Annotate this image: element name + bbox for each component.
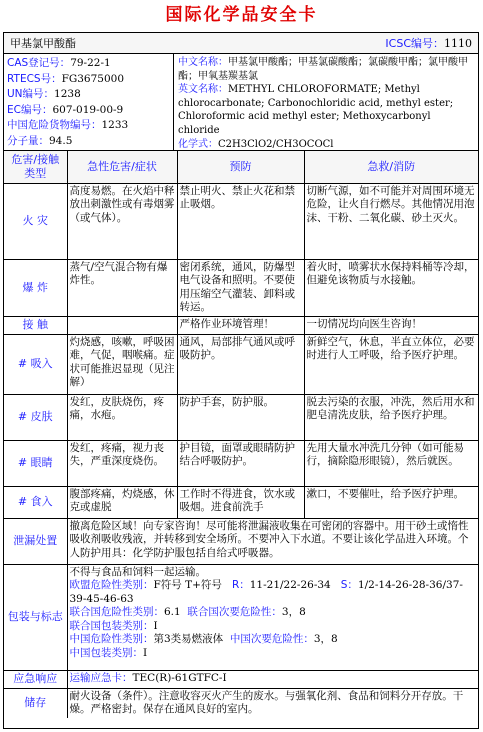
row-hazard: 腹部疼痛，灼烧感，休克或虚脱	[67, 486, 177, 518]
icsc-value: 1110	[444, 37, 472, 50]
emergency-content	[67, 670, 478, 688]
row-prevention: 通风，局部排气通风或呼吸防护。	[177, 334, 304, 394]
spill-text: 撤离危险区域！向专家咨询！尽可能将泄漏液收集在可密闭的容器中。用干砂土或惰性吸收剂吸收残液，并转移到安全场所。不要冲入下水道。不要让该化学品进入环境。个人防护用具：化学防护服包括自给式呼吸器。	[67, 518, 478, 564]
storage-type: 储存	[4, 688, 67, 718]
un-pack-label: 联合国包装类别：	[69, 619, 154, 632]
registry-numbers	[4, 54, 174, 150]
ec-label: EC编号：	[7, 103, 53, 116]
un-sub-value: 3，8	[281, 606, 306, 618]
safety-card	[3, 32, 479, 729]
mw-label: 分子量：	[7, 134, 49, 147]
row-aid: 先用大量水冲洗几分钟（如可能易行，摘除隐形眼镜），然后就医。	[304, 440, 478, 486]
un-label: UN编号：	[7, 88, 55, 100]
un-pack-value: I	[153, 619, 158, 632]
cas-value: 79-22-1	[70, 57, 111, 69]
cn-class-label: 中国危险性类别：	[69, 633, 154, 645]
hazard-table	[4, 151, 478, 718]
table-row	[4, 440, 478, 486]
rtecs-value: FG3675000	[61, 72, 125, 85]
row-prevention: 禁止明火、禁止火花和禁止吸烟。	[177, 183, 304, 259]
emergency-row	[4, 670, 478, 688]
table-row	[4, 316, 478, 334]
emergency-value: TEC(R)-61GTFC-I	[132, 671, 227, 684]
spill-type: 泄漏处置	[4, 518, 67, 564]
row-hazard: 发红，疼痛，视力丧失，严重深度烧伤。	[67, 440, 177, 486]
rtecs-label: RTECS号：	[7, 72, 62, 85]
packaging-type: 包装与标志	[4, 564, 67, 670]
card-header	[4, 33, 478, 54]
spill-row	[4, 518, 478, 564]
un-sub-label: 联合国次要危险性：	[187, 606, 282, 618]
icsc-label: ICSC编号：	[385, 37, 444, 50]
s-value: 1/2-14-26-28-36/37-39-45-46-63	[69, 579, 463, 605]
row-type: 爆 炸	[4, 259, 67, 316]
card-title: 国际化学品安全卡	[165, 5, 318, 25]
row-type: 火 灾	[4, 183, 67, 259]
formula-value: C2H3ClO2/CH3OCOCl	[218, 138, 334, 150]
table-header	[4, 151, 478, 183]
r-label: R：	[231, 579, 250, 591]
cas-label: CAS登记号：	[7, 57, 71, 69]
row-prevention: 防护手套，防护服。	[177, 394, 304, 440]
en-name-label: 英文名称：	[178, 84, 228, 96]
row-aid: 着火时，喷雾状水保持料桶等冷却，但避免该物质与水接触。	[304, 259, 478, 316]
table-row	[4, 394, 478, 440]
s-label: S：	[340, 579, 358, 591]
storage-text: 耐火设备（条件）。注意收容灭火产生的废水。与强氧化剂、食品和饲料分开存放。干燥。严格密封。保存在通风良好的室内。	[67, 688, 478, 718]
cn-dg-label: 中国危险货物编号：	[7, 119, 102, 131]
row-aid: 新鲜空气，休息，半直立体位，必要时进行人工呼吸，给予医疗护理。	[304, 334, 478, 394]
emergency-type: 应急响应	[4, 670, 67, 688]
cn-sub-label: 中国次要危险性：	[229, 633, 314, 645]
storage-row	[4, 688, 478, 718]
icsc-number	[385, 35, 472, 51]
row-prevention: 密闭系统，通风，防爆型电气设备和照明。不要使用压缩空气灌装、卸料或转运。	[177, 259, 304, 316]
chemical-name: 甲基氯甲酸酯	[10, 37, 76, 50]
un-value: 1238	[54, 88, 81, 100]
r-value: 11-21/22-26-34	[249, 579, 331, 591]
header-hazard: 急性危害/症状	[67, 151, 177, 183]
row-hazard: 发红，皮肤烧伤，疼痛，水疱。	[67, 394, 177, 440]
emergency-label: 运输应急卡：	[69, 671, 133, 684]
row-type: # 皮肤	[4, 394, 67, 440]
mw-value: 94.5	[49, 134, 73, 147]
row-aid: 脱去污染的衣服，冲洗，然后用水和肥皂清洗皮肤，给予医疗护理。	[304, 394, 478, 440]
eu-class-label: 欧盟危险性类别：	[69, 579, 154, 591]
chemical-names	[174, 54, 478, 150]
row-prevention: 工作时不得进食，饮水或吸烟。进食前洗手	[177, 486, 304, 518]
cn-class-value: 第3类易燃液体	[153, 633, 224, 645]
ec-value: 607-019-00-9	[52, 103, 124, 116]
table-row	[4, 486, 478, 518]
en-name-value: METHYL CHLOROFORMATE; Methyl chlorocarbonate; Carbonochloridic acid, methyl ester; Chloroformic acid methyl ester; Methoxycarbonyl chloride	[178, 84, 454, 136]
packaging-content	[67, 564, 478, 670]
row-type: # 食入	[4, 486, 67, 518]
table-row	[4, 183, 478, 259]
row-hazard	[67, 316, 177, 334]
row-type: # 吸入	[4, 334, 67, 394]
header-prevention: 预防	[177, 151, 304, 183]
identifiers-block	[4, 54, 478, 151]
row-prevention: 护目镜，面罩或眼睛防护结合呼吸防护。	[177, 440, 304, 486]
formula-label: 化学式：	[178, 138, 218, 150]
row-aid: 漱口，不要催吐，给予医疗护理。	[304, 486, 478, 518]
un-class-label: 联合国危险性类别：	[69, 606, 164, 618]
header-aid: 急救/消防	[304, 151, 478, 183]
row-aid: 一切情况均向医生咨询！	[304, 316, 478, 334]
table-row	[4, 334, 478, 394]
packaging-note: 不得与食品和饲料一起运输。	[69, 565, 206, 578]
row-type: # 眼睛	[4, 440, 67, 486]
header-type: 危害/接触类型	[4, 151, 67, 183]
row-prevention: 严格作业环境管理！	[177, 316, 304, 334]
row-aid: 切断气源，如不可能并对周围环境无危险，让火自行燃尽。其他情况用泡沫、干粉、二氧化碳、砂土灭火。	[304, 183, 478, 259]
row-type: 接 触	[4, 316, 67, 334]
eu-class-value: F符号 T+符号	[153, 579, 222, 591]
cn-pack-value: I	[143, 646, 148, 659]
cn-name-label: 中文名称：	[178, 57, 228, 68]
row-hazard: 蒸气/空气混合物有爆炸性。	[67, 259, 177, 316]
packaging-row	[4, 564, 478, 670]
row-hazard: 高度易燃。在火焰中释放出刺激性或有毒烟雾（或气体）。	[67, 183, 177, 259]
cn-dg-value: 1233	[101, 119, 129, 131]
un-class-value: 6.1	[164, 606, 181, 618]
cn-pack-label: 中国包装类别：	[69, 646, 143, 659]
cn-name-value: 甲基氯甲酸酯；甲基氯碳酸酯；氯碳酸甲酯；氯甲酸甲酯；甲氧基羰基氯	[178, 57, 468, 82]
row-hazard: 灼烧感，咳嗽，呼吸困难，气促，咽喉痛。症状可能推迟显现（见注解）	[67, 334, 177, 394]
cn-sub-value: 3，8	[313, 633, 338, 645]
table-row	[4, 259, 478, 316]
